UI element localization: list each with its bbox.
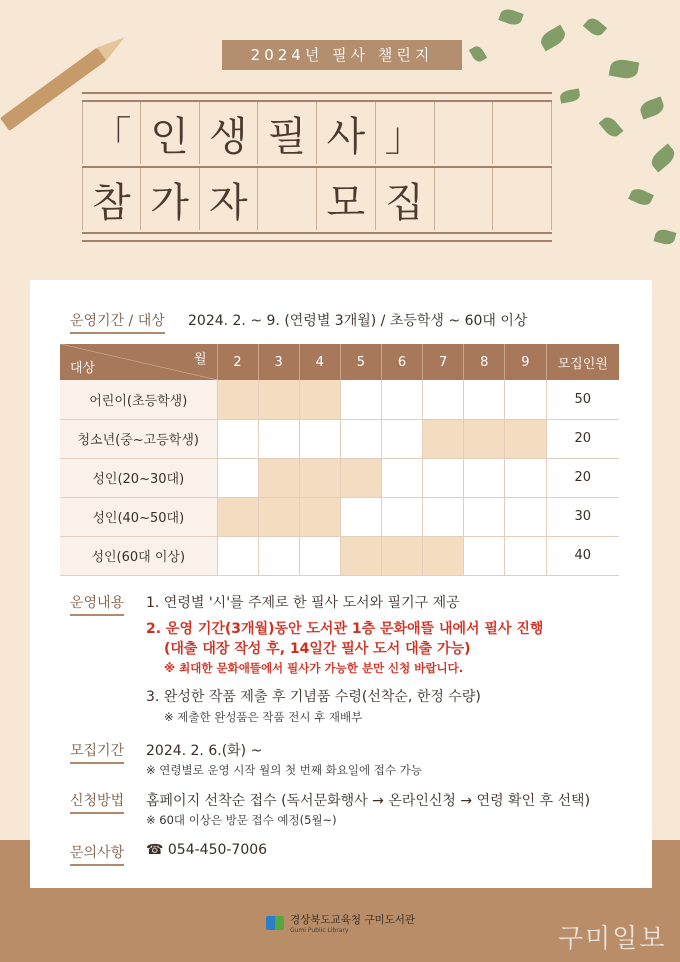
contact-text: ☎ 054-450-7006 — [146, 842, 268, 858]
ops-item-2-detail: (대출 대장 작성 후, 14일간 필사 도서 대출 가능) — [164, 641, 471, 657]
table-row: 성인(60대 이상) 40 — [60, 536, 619, 575]
watermark: 구미일보 — [558, 924, 667, 954]
count-header: 모집인원 — [546, 344, 619, 380]
library-logo: 경상북도교육청 구미도서관 Gumi Public Library — [266, 912, 415, 934]
banner: 2024년 필사 챌린지 — [222, 40, 462, 70]
ops-label: 운영내용 — [70, 592, 124, 616]
month-header: 6 — [382, 344, 423, 380]
month-header: 5 — [340, 344, 381, 380]
month-header: 8 — [464, 344, 505, 380]
library-logo-icon — [266, 916, 284, 930]
apply-label: 신청방법 — [70, 790, 124, 814]
contact-label: 문의사항 — [70, 842, 124, 866]
table-row: 성인(20~30대) 20 — [60, 458, 619, 497]
recruit-text: 2024. 2. 6.(화) ~ — [146, 743, 263, 759]
period-text: 2024. 2. ~ 9. (연령별 3개월) / 초등학생 ~ 60대 이상 — [188, 313, 528, 329]
title-row-2: 참 가 자 모 집 — [82, 168, 552, 230]
table-row: 성인(40~50대) 30 — [60, 497, 619, 536]
table-corner-header: 월 대상 — [60, 344, 217, 380]
month-header: 3 — [258, 344, 299, 380]
ops-item-1: 1. 연령별 '시'를 주제로 한 필사 도서와 필기구 제공 — [146, 595, 460, 611]
month-header: 9 — [505, 344, 546, 380]
ops-item-2: 2. 운영 기간(3개월)동안 도서관 1층 문화애뜰 내에서 필사 진행 — [146, 621, 544, 637]
title-row-1: 「 인 생 필 사 」 — [82, 102, 552, 164]
apply-text: 홈페이지 선착순 접수 (독서문화행사 → 온라인신청 → 연령 확인 후 선택) — [146, 793, 591, 809]
period-label: 운영기간 / 대상 — [70, 310, 165, 334]
month-header: 7 — [423, 344, 464, 380]
recruit-label: 모집기간 — [70, 740, 124, 764]
page-title — [82, 92, 552, 242]
ops-item-2-note: ※ 최대한 문화애뜰에서 필사가 가능한 분만 신청 바랍니다. — [164, 661, 464, 675]
apply-note: ※ 60대 이상은 방문 접수 예정(5월~) — [146, 813, 337, 827]
table-row: 어린이(초등학생) 50 — [60, 380, 619, 419]
recruit-note: ※ 연령별로 운영 시작 월의 첫 번째 화요일에 접수 가능 — [146, 763, 422, 777]
ops-item-3: 3. 완성한 작품 제출 후 기념품 수령(선착순, 한정 수량) — [146, 689, 481, 705]
table-row: 청소년(중~고등학생) 20 — [60, 419, 619, 458]
month-header: 2 — [217, 344, 258, 380]
month-header: 4 — [299, 344, 340, 380]
info-card — [30, 280, 652, 888]
ops-item-3-note: ※ 제출한 완성품은 작품 전시 후 재배부 — [164, 710, 363, 724]
schedule-table — [60, 344, 619, 576]
